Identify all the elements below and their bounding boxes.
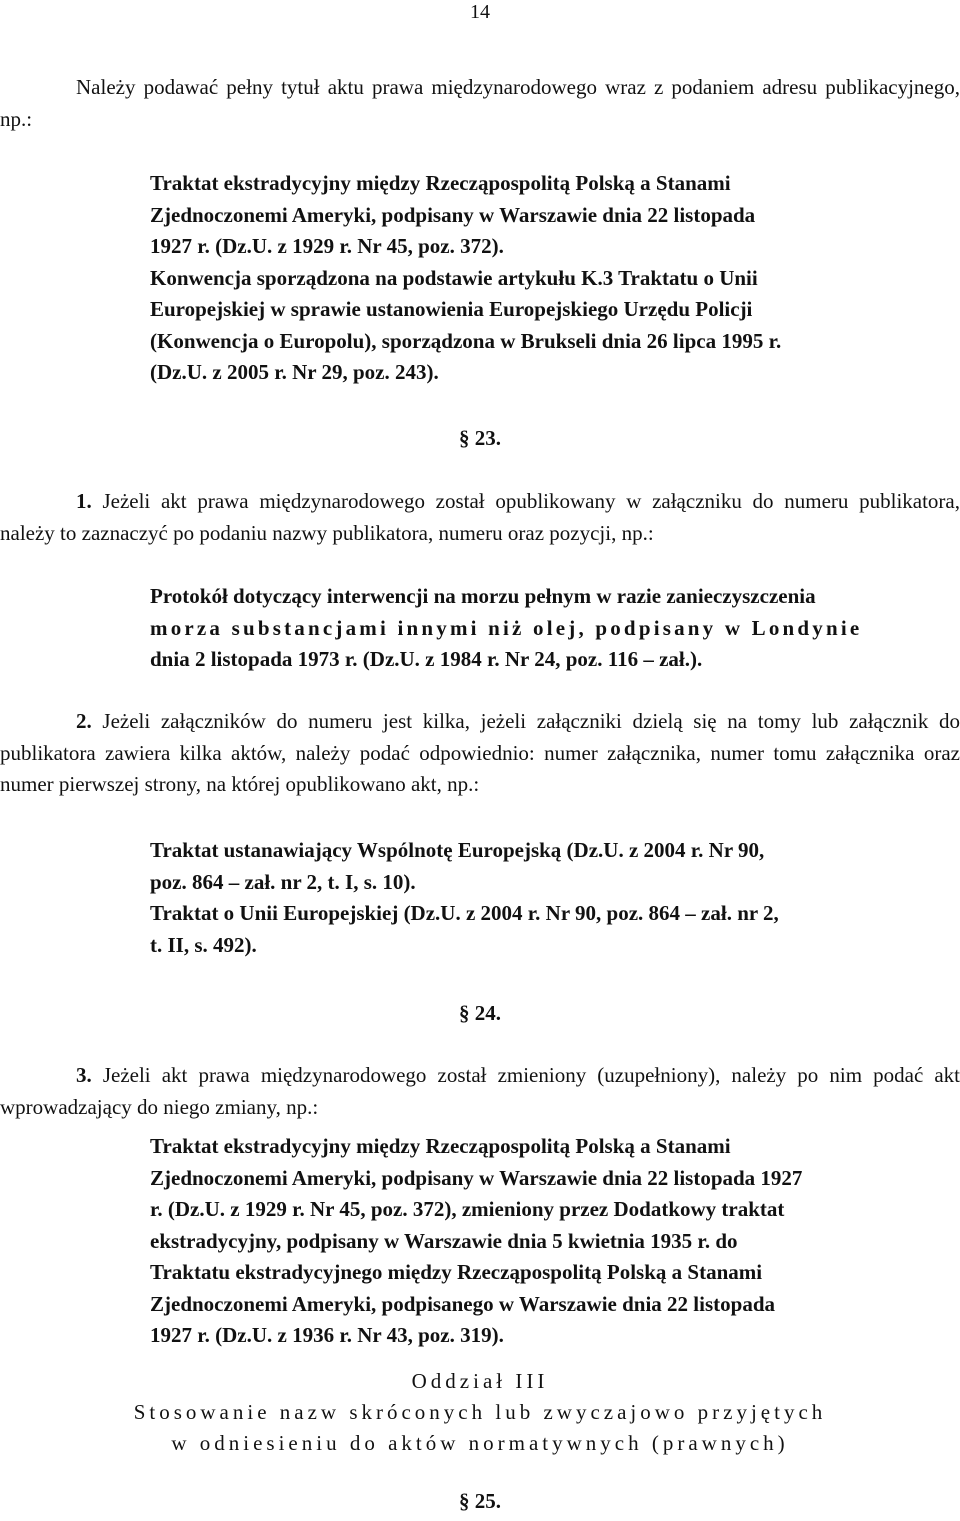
- paragraph-number: 3.: [76, 1063, 92, 1087]
- page-number: 14: [470, 1, 490, 23]
- chapter-title-line-1: Stosowanie nazw skróconych lub zwyczajowo przyjętych: [133, 1400, 827, 1424]
- example-line: Europejskiej w sprawie ustanowienia Europejskiego Urzędu Policji: [150, 297, 753, 321]
- example-block-2: [150, 835, 960, 961]
- paragraph-2: [0, 706, 960, 801]
- chapter-heading: Oddział III: [411, 1369, 549, 1393]
- paragraph-1: [0, 486, 960, 549]
- example-line: Traktat ustanawiający Wspólnotę Europejską (Dz.U. z 2004 r. Nr 90,: [150, 838, 765, 862]
- paragraph-text: Jeżeli akt prawa międzynarodowego został opublikowany w załączniku do numeru publikatora, należy to zaznaczyć po podaniu nazwy publikatora, numeru oraz pozycji, np.:: [0, 489, 960, 545]
- example-line: morza substancjami innymi niż olej, podpisany w Londynie: [150, 615, 863, 640]
- example-block-intro: [150, 168, 960, 389]
- example-line: 1927 r. (Dz.U. z 1929 r. Nr 45, poz. 372).: [150, 234, 504, 258]
- example-line: 1927 r. (Dz.U. z 1936 r. Nr 43, poz. 319).: [150, 1323, 504, 1347]
- example-block-3: [150, 1131, 960, 1352]
- example-line: Traktatu ekstradycyjnego między Rzecząpospolitą Polską a Stanami: [150, 1260, 763, 1284]
- section-25-heading: § 25.: [459, 1489, 501, 1513]
- paragraph-number: 2.: [76, 709, 92, 733]
- example-line: r. (Dz.U. z 1929 r. Nr 45, poz. 372), zmieniony przez Dodatkowy traktat: [150, 1197, 785, 1221]
- paragraph-number: 1.: [76, 489, 92, 513]
- example-line: t. II, s. 492).: [150, 932, 257, 957]
- example-line: Traktat o Unii Europejskiej (Dz.U. z 2004 r. Nr 90, poz. 864 – zał. nr 2,: [150, 901, 779, 925]
- example-line: Konwencja sporządzona na podstawie artykułu K.3 Traktatu o Unii: [150, 265, 758, 290]
- section-24-heading: § 24.: [459, 1001, 501, 1025]
- paragraph-text: Jeżeli akt prawa międzynarodowego został zmieniony (uzupełniony), należy po nim podać akt wprowadzający do niego zmiany, np.:: [0, 1063, 960, 1119]
- paragraph-3: [0, 1060, 960, 1123]
- example-line: poz. 864 – zał. nr 2, t. I, s. 10).: [150, 869, 416, 894]
- example-line: Traktat ekstradycyjny między Rzecząpospolitą Polską a Stanami: [150, 171, 731, 195]
- paragraph-text: Jeżeli załączników do numeru jest kilka, jeżeli załączniki dzielą się na tomy lub załącznik do publikatora zawiera kilka aktów, należy podać odpowiednio: numer załącznika, numer tomu załącznika oraz numer pierwszej strony, na której opublikowano akt, np.:: [0, 709, 960, 796]
- example-line: Traktat ekstradycyjny między Rzecząpospolitą Polską a Stanami: [150, 1134, 731, 1158]
- example-line: Zjednoczonemi Ameryki, podpisanego w Warszawie dnia 22 listopada: [150, 1291, 775, 1316]
- intro-paragraph: Należy podawać pełny tytuł aktu prawa międzynarodowego wraz z podaniem adresu publikacyjnego, np.:: [0, 75, 960, 131]
- example-line: (Konwencja o Europolu), sporządzona w Brukseli dnia 26 lipca 1995 r.: [150, 328, 782, 353]
- example-line: Protokół dotyczący interwencji na morzu pełnym w razie zanieczyszczenia: [150, 584, 816, 608]
- example-line: dnia 2 listopada 1973 r. (Dz.U. z 1984 r. Nr 24, poz. 116 – zał.).: [150, 647, 703, 671]
- chapter-title-line-2: w odniesieniu do aktów normatywnych (prawnych): [171, 1431, 789, 1455]
- example-line: Zjednoczonemi Ameryki, podpisany w Warszawie dnia 22 listopada 1927: [150, 1165, 803, 1190]
- example-line: (Dz.U. z 2005 r. Nr 29, poz. 243).: [150, 360, 439, 384]
- example-line: ekstradycyjny, podpisany w Warszawie dnia 5 kwietnia 1935 r. do: [150, 1228, 738, 1253]
- section-23-heading: § 23.: [459, 426, 501, 450]
- example-block-1: [150, 581, 960, 676]
- example-line: Zjednoczonemi Ameryki, podpisany w Warszawie dnia 22 listopada: [150, 202, 756, 227]
